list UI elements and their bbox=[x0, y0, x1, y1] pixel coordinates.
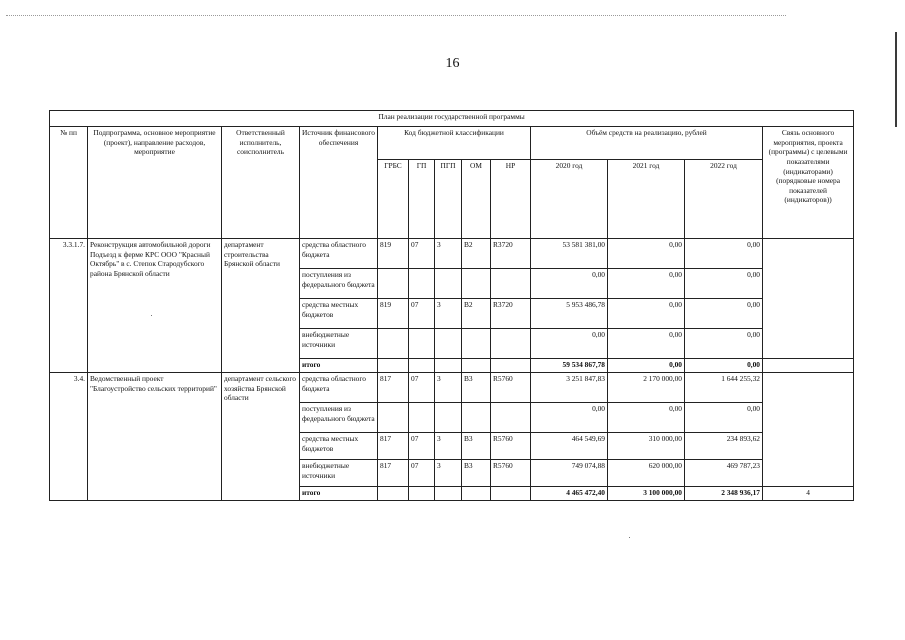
amount-2020: 0,00 bbox=[531, 329, 608, 359]
code-pgp: 3 bbox=[435, 433, 462, 460]
code-nr bbox=[491, 329, 531, 359]
amount-2022: 0,00 bbox=[685, 299, 763, 329]
amount-2020: 464 549,69 bbox=[531, 433, 608, 460]
header-link: Связь основного мероприятия, проекта (программы) с целевыми показателями (индикаторами) (порядковые номера показателей (индикаторов)) bbox=[763, 127, 854, 239]
code-om: В3 bbox=[462, 460, 491, 487]
total-2022: 0,00 bbox=[685, 359, 763, 373]
code-pgp: 3 bbox=[435, 239, 462, 269]
row-number: 3.3.1.7. bbox=[50, 239, 88, 373]
code-pgp: 3 bbox=[435, 373, 462, 403]
code-om: В2 bbox=[462, 239, 491, 269]
empty-cell bbox=[409, 487, 435, 501]
total-label: итого bbox=[300, 487, 378, 501]
empty-cell bbox=[409, 359, 435, 373]
financing-source: внебюджетные источники bbox=[300, 460, 378, 487]
code-gp bbox=[409, 269, 435, 299]
code-om bbox=[462, 329, 491, 359]
program-name: Ведомственный проект "Благоустройство сельских территорий" bbox=[88, 373, 222, 501]
total-2022: 2 348 936,17 bbox=[685, 487, 763, 501]
code-om: В3 bbox=[462, 373, 491, 403]
amount-2021: 0,00 bbox=[608, 269, 685, 299]
code-pgp bbox=[435, 269, 462, 299]
header-om: ОМ bbox=[462, 160, 491, 239]
code-nr: R5760 bbox=[491, 433, 531, 460]
financing-source: средства местных бюджетов bbox=[300, 299, 378, 329]
header-responsible: Ответственный исполнитель, соисполнитель bbox=[222, 127, 300, 239]
code-nr: R3720 bbox=[491, 239, 531, 269]
code-gp: 07 bbox=[409, 239, 435, 269]
code-om bbox=[462, 403, 491, 433]
empty-cell bbox=[378, 487, 409, 501]
code-nr: R3720 bbox=[491, 299, 531, 329]
total-2021: 0,00 bbox=[608, 359, 685, 373]
header-nr: НР bbox=[491, 160, 531, 239]
header-2021: 2021 год bbox=[608, 160, 685, 239]
code-gp: 07 bbox=[409, 433, 435, 460]
header-program: Подпрограмма, основное мероприятие (проект), направление расходов, мероприятие bbox=[88, 127, 222, 239]
amount-2021: 620 000,00 bbox=[608, 460, 685, 487]
code-nr: R5760 bbox=[491, 460, 531, 487]
total-2020: 59 534 867,78 bbox=[531, 359, 608, 373]
amount-2020: 5 953 486,78 bbox=[531, 299, 608, 329]
program-name: Реконструкция автомобильной дороги Подъезд к ферме КРС ООО "Красный Октябрь" в с. Степок Стародубского района Брянской области bbox=[88, 239, 222, 373]
header-2020: 2020 год bbox=[531, 160, 608, 239]
scan-edge-top bbox=[6, 15, 786, 17]
code-gp bbox=[409, 329, 435, 359]
financing-source: средства местных бюджетов bbox=[300, 433, 378, 460]
empty-cell bbox=[491, 487, 531, 501]
code-pgp bbox=[435, 403, 462, 433]
amount-2022: 0,00 bbox=[685, 329, 763, 359]
financing-source: поступления из федерального бюджета bbox=[300, 403, 378, 433]
header-2022: 2022 год bbox=[685, 160, 763, 239]
amount-2022: 1 644 255,32 bbox=[685, 373, 763, 403]
table-row bbox=[50, 239, 854, 269]
amount-2021: 310 000,00 bbox=[608, 433, 685, 460]
scan-edge-right bbox=[895, 32, 897, 127]
code-grbs: 817 bbox=[378, 433, 409, 460]
amount-2020: 3 251 847,83 bbox=[531, 373, 608, 403]
code-grbs bbox=[378, 269, 409, 299]
header-pgp: ПГП bbox=[435, 160, 462, 239]
code-gp: 07 bbox=[409, 373, 435, 403]
empty-cell bbox=[462, 359, 491, 373]
code-grbs: 819 bbox=[378, 239, 409, 269]
scan-speck bbox=[629, 537, 630, 538]
indicator-link bbox=[763, 373, 854, 487]
header-no: № пп bbox=[50, 127, 88, 239]
amount-2021: 2 170 000,00 bbox=[608, 373, 685, 403]
amount-2022: 469 787,23 bbox=[685, 460, 763, 487]
program-plan-table bbox=[49, 110, 854, 501]
amount-2020: 0,00 bbox=[531, 269, 608, 299]
total-label: итого bbox=[300, 359, 378, 373]
page-number: 16 bbox=[445, 56, 460, 71]
table-row bbox=[50, 373, 854, 403]
amount-2021: 0,00 bbox=[608, 403, 685, 433]
code-pgp: 3 bbox=[435, 299, 462, 329]
row-number: 3.4. bbox=[50, 373, 88, 501]
responsible-executor: департамент строительства Брянской области bbox=[222, 239, 300, 373]
code-pgp bbox=[435, 329, 462, 359]
empty-cell bbox=[435, 359, 462, 373]
code-nr bbox=[491, 269, 531, 299]
empty-cell bbox=[462, 487, 491, 501]
header-grbs: ГРБС bbox=[378, 160, 409, 239]
amount-2021: 0,00 bbox=[608, 329, 685, 359]
code-grbs bbox=[378, 403, 409, 433]
financing-source: средства областного бюджета bbox=[300, 373, 378, 403]
header-volume: Объём средств на реализацию, рублей bbox=[531, 127, 763, 160]
total-2020: 4 465 472,40 bbox=[531, 487, 608, 501]
financing-source: поступления из федерального бюджета bbox=[300, 269, 378, 299]
code-gp bbox=[409, 403, 435, 433]
total-2021: 3 100 000,00 bbox=[608, 487, 685, 501]
header-source: Источник финансового обеспечения bbox=[300, 127, 378, 239]
code-pgp: 3 bbox=[435, 460, 462, 487]
code-om: В3 bbox=[462, 433, 491, 460]
amount-2022: 234 893,62 bbox=[685, 433, 763, 460]
empty-cell bbox=[435, 487, 462, 501]
amount-2020: 53 581 381,00 bbox=[531, 239, 608, 269]
indicator-link bbox=[763, 239, 854, 359]
amount-2021: 0,00 bbox=[608, 239, 685, 269]
code-grbs: 819 bbox=[378, 299, 409, 329]
amount-2022: 0,00 bbox=[685, 403, 763, 433]
code-om bbox=[462, 269, 491, 299]
empty-cell bbox=[378, 359, 409, 373]
header-budget-code: Код бюджетной классификации bbox=[378, 127, 531, 160]
table-caption: План реализации государственной программы bbox=[50, 111, 854, 127]
code-grbs: 817 bbox=[378, 373, 409, 403]
responsible-executor: департамент сельского хозяйства Брянской области bbox=[222, 373, 300, 501]
code-gp: 07 bbox=[409, 460, 435, 487]
amount-2022: 0,00 bbox=[685, 239, 763, 269]
financing-source: средства областного бюджета bbox=[300, 239, 378, 269]
code-gp: 07 bbox=[409, 299, 435, 329]
header-gp: ГП bbox=[409, 160, 435, 239]
amount-2022: 0,00 bbox=[685, 269, 763, 299]
financing-source: внебюджетные источники bbox=[300, 329, 378, 359]
code-grbs bbox=[378, 329, 409, 359]
code-nr: R5760 bbox=[491, 373, 531, 403]
total-indicator-link: 4 bbox=[763, 487, 854, 501]
amount-2020: 749 074,88 bbox=[531, 460, 608, 487]
empty-cell bbox=[491, 359, 531, 373]
code-grbs: 817 bbox=[378, 460, 409, 487]
total-indicator-link bbox=[763, 359, 854, 373]
code-om: В2 bbox=[462, 299, 491, 329]
amount-2020: 0,00 bbox=[531, 403, 608, 433]
amount-2021: 0,00 bbox=[608, 299, 685, 329]
code-nr bbox=[491, 403, 531, 433]
